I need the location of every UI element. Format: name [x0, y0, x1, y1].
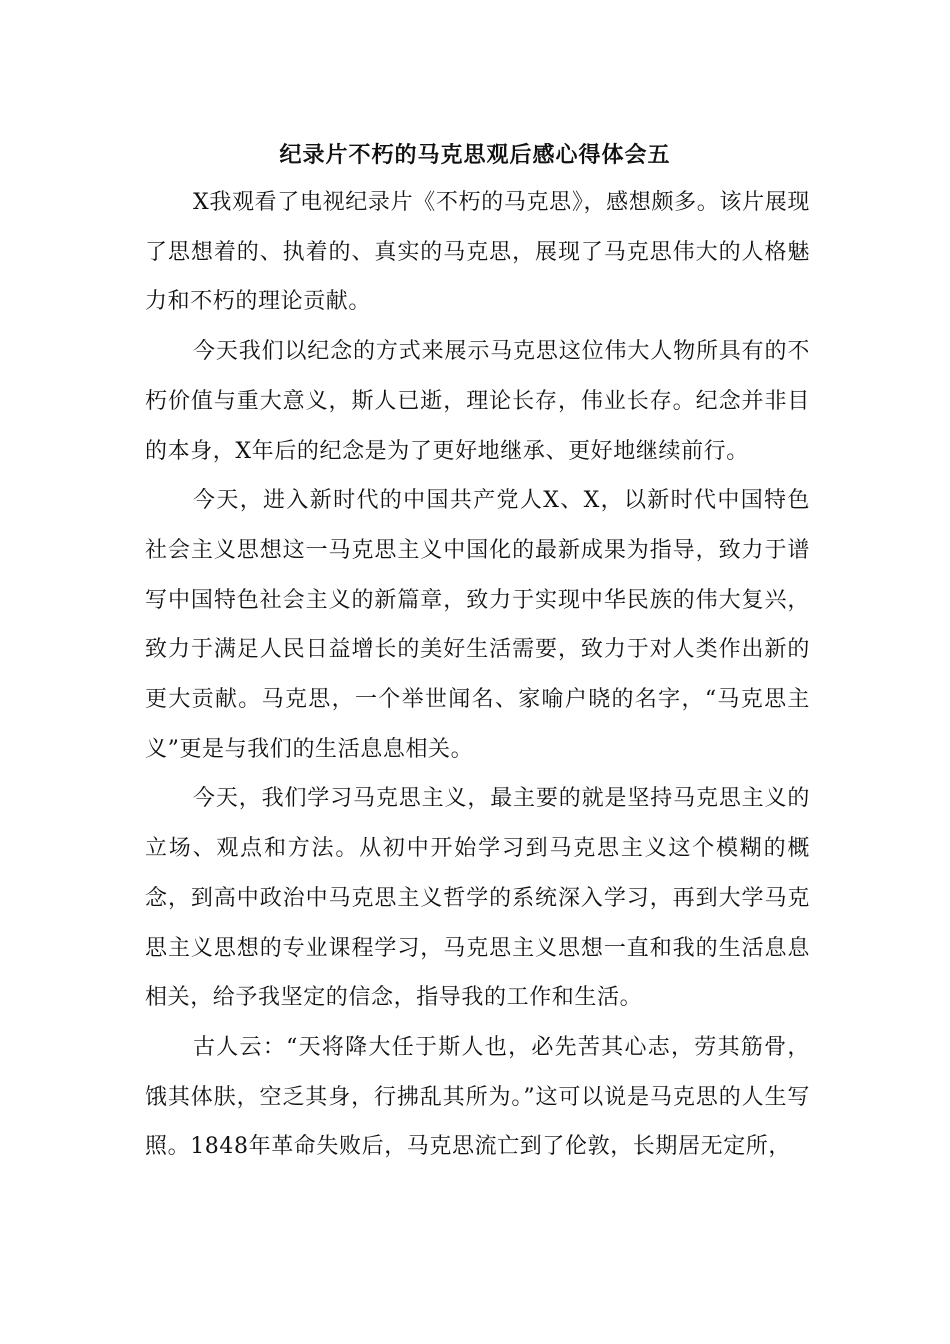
paragraph-4: 今天，我们学习马克思主义，最主要的就是坚持马克思主义的立场、观点和方法。从初中开始学习到马克思主义这个模糊的概念，到高中政治中马克思主义哲学的系统深入学习，再到大学马克思主义思想的专业课程学习，马克思主义思想一直和我的生活息息相关，给予我坚定的信念，指导我的工作和生活。: [145, 786, 810, 1011]
document-title: 纪录片不朽的马克思观后感心得体会五: [279, 142, 671, 168]
paragraph-3: 今天，进入新时代的中国共产党人X、X，以新时代中国特色社会主义思想这一马克思主义中国化的最新成果为指导，致力于谱写中国特色社会主义的新篇章，致力于实现中华民族的伟大复兴，致力于满足人民日益增长的美好生活需要，致力于对人类作出新的更大贡献。马克思，一个举世闻名、家喻户晓的名字，“马克思主义”更是与我们的生活息息相关。: [145, 488, 810, 762]
document-body: [145, 178, 810, 1172]
paragraph-2: 今天我们以纪念的方式来展示马克思这位伟大人物所具有的不朽价值与重大意义，斯人已逝，理论长存，伟业长存。纪念并非目的本身，X年后的纪念是为了更好地继承、更好地继续前行。: [145, 339, 810, 464]
paragraph-5: 古人云：“天将降大任于斯人也，必先苦其心志，劳其筋骨，饿其体肤，空乏其身，行拂乱其所为。”这可以说是马克思的人生写照。1848年革命失败后，马克思流亡到了伦敦，长期居无定所，: [145, 1034, 810, 1160]
paragraph-1: X我观看了电视纪录片《不朽的马克思》，感想颇多。该片展现了思想着的、执着的、真实的马克思，展现了马克思伟大的人格魅力和不朽的理论贡献。: [145, 190, 810, 315]
